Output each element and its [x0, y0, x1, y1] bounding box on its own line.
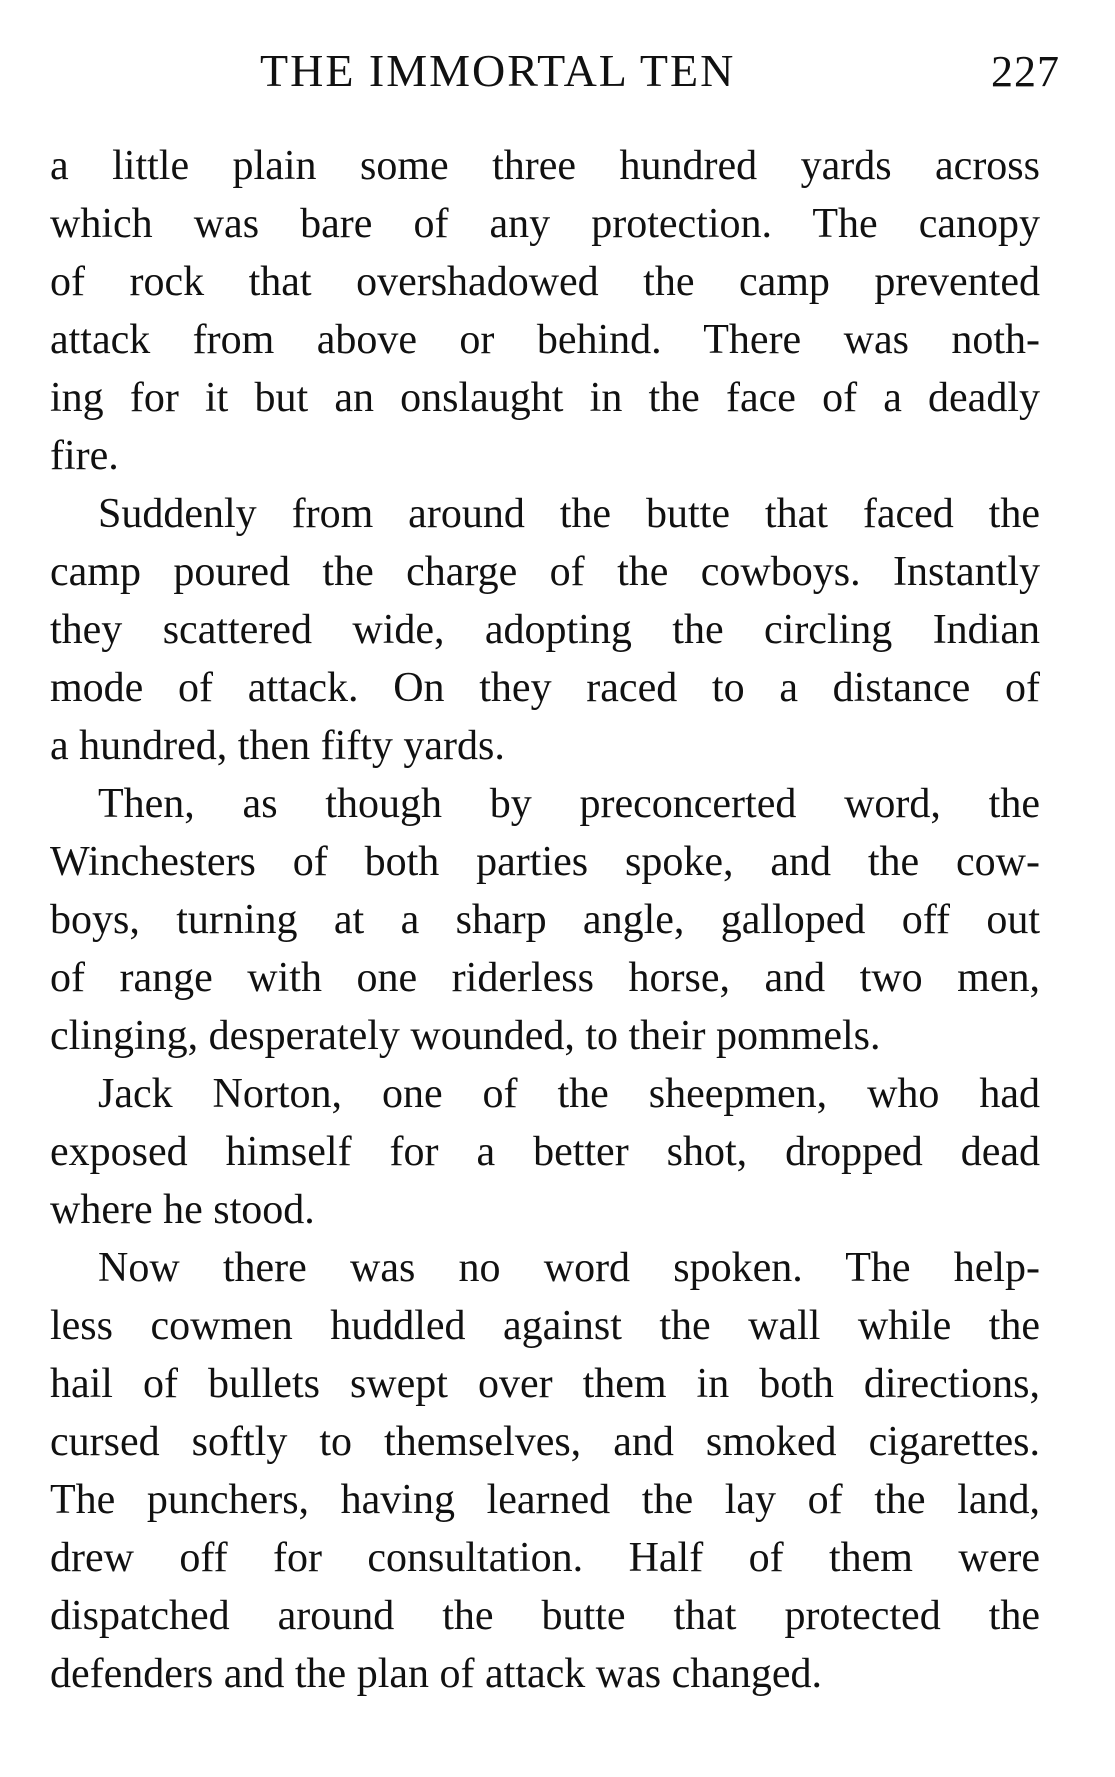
text-line: which was bare of any protection. The canopy: [50, 201, 1040, 247]
text-line: they scattered wide, adopting the circling Indian: [50, 607, 1040, 653]
text-line: Jack Norton, one of the sheepmen, who had: [98, 1071, 1040, 1117]
text-line: a little plain some three hundred yards across: [50, 143, 1040, 189]
text-line: dispatched around the butte that protected the: [50, 1593, 1040, 1639]
text-line: drew off for consultation. Half of them were: [50, 1535, 1040, 1581]
text-line: of rock that overshadowed the camp prevented: [50, 259, 1040, 305]
body-text: [50, 137, 1040, 1703]
text-line: attack from above or behind. There was noth-: [50, 317, 1040, 363]
page-number: 227: [991, 47, 1060, 96]
text-line: boys, turning at a sharp angle, galloped off out: [50, 897, 1040, 943]
text-line: where he stood.: [50, 1187, 315, 1233]
text-line: ing for it but an onslaught in the face of a deadly: [50, 375, 1040, 421]
text-line: Winchesters of both parties spoke, and the cow-: [50, 839, 1040, 885]
text-line: Now there was no word spoken. The help-: [98, 1245, 1040, 1291]
text-line: exposed himself for a better shot, dropped dead: [50, 1129, 1040, 1175]
text-line: The punchers, having learned the lay of the land,: [50, 1477, 1040, 1523]
text-line: defenders and the plan of attack was changed.: [50, 1651, 822, 1697]
text-line: a hundred, then fifty yards.: [50, 723, 505, 769]
text-line: Suddenly from around the butte that faced the: [98, 491, 1040, 537]
text-line: clinging, desperately wounded, to their pommels.: [50, 1013, 881, 1059]
text-line: cursed softly to themselves, and smoked cigarettes.: [50, 1419, 1040, 1465]
text-line: mode of attack. On they raced to a distance of: [50, 665, 1040, 711]
text-line: Then, as though by preconcerted word, the: [98, 781, 1040, 827]
text-line: less cowmen huddled against the wall while the: [50, 1303, 1040, 1349]
text-line: of range with one riderless horse, and two men,: [50, 955, 1040, 1001]
text-line: hail of bullets swept over them in both directions,: [50, 1361, 1040, 1407]
text-line: fire.: [50, 433, 119, 479]
running-title: THE IMMORTAL TEN: [260, 45, 736, 96]
text-line: camp poured the charge of the cowboys. Instantly: [50, 549, 1040, 595]
running-head: [50, 44, 1060, 104]
